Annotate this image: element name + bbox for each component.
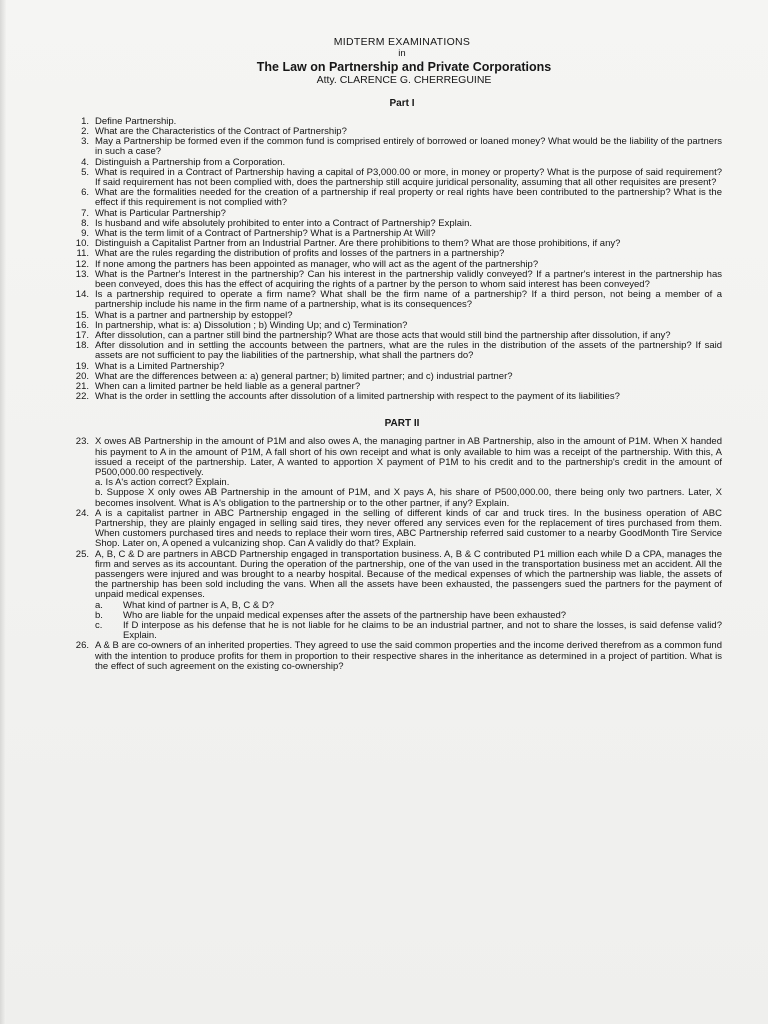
question-number: 3. [81, 136, 89, 148]
question-text: If none among the partners has been appointed as manager, who will act as the agent of the partnership? [95, 258, 539, 270]
question-text: Is husband and wife absolutely prohibited to enter into a Contract of Partnership? Explain. [95, 217, 473, 229]
question-number: 21. [75, 380, 89, 392]
question-26 [62, 641, 722, 672]
question-number: 10. [75, 238, 89, 250]
question-text: What is the order in settling the accounts after dissolution of a limited partnership with respect to the payment of its liabilities? [95, 391, 620, 403]
sub-label: c. [95, 620, 103, 632]
course-title: The Law on Partnership and Private Corporations [256, 59, 552, 74]
question-24 [62, 509, 722, 550]
question-number: 23. [75, 436, 89, 448]
question-number: 6. [81, 187, 89, 199]
exam-title: MIDTERM EXAMINATIONS [333, 36, 471, 48]
sub-text: If D interpose as his defense that he is not liable for he claims to be an industrial partner, and not to share the losses, is said defense valid? Explain. [123, 620, 722, 642]
part1-question-list [62, 117, 722, 403]
question-number: 5. [81, 166, 89, 178]
instructor-name: Atty. CLARENCE G. CHERREGUINE [316, 74, 492, 87]
question-14 [62, 290, 722, 310]
question-25 [62, 550, 722, 642]
question-text: May a Partnership be formed even if the common fund is comprised entirely of borrowed or loaned money? What would be the liability of the partners in such a case? [95, 136, 722, 158]
question-text: A, B, C & D are partners in ABCD Partnership engaged in transportation business. A, B & C contributed P1 million each while D a CPA, manages the firm and serves as its accountant. During the operation of the partnership, one of the van used in the transportation business met an accident. All the passengers were injured and was brought to a nearby hospital. Because of the medical expenses of which the partnership was liable, the assets of the partnership has been sold including the vans. When all the assets have been exhausted, the passengers sued the partners for the payment of unpaid medical expenses. [95, 548, 722, 601]
question-3 [62, 137, 722, 157]
sub-text: Who are liable for the unpaid medical expenses after the assets of the partnership have been exhausted? [123, 609, 567, 621]
question-text: After dissolution and in settling the accounts between the partners, what are the rules in the distribution of the assets of the partnership? If said assets are not sufficient to pay the liabilities of the partnership, what shall the partners do? [95, 340, 722, 362]
sub-question-b: b. Suppose X only owes AB Partnership in the amount of P1M, and X pays A, his share of P500,000.00, there being only two partners. Later, X becomes insolvent. What is A's obligation to the partnership or to the other partner, if any? Explain. [95, 487, 722, 509]
sub-text: What kind of partner is A, B, C & D? [123, 599, 275, 611]
question-number: 13. [75, 268, 89, 280]
question-text: What are the differences between a: a) general partner; b) limited partner; and c) industrial partner? [95, 370, 513, 382]
sub-label: a. [95, 599, 103, 611]
question-text: What is the Partner's Interest in the partnership? Can his interest in the partnership validly conveyed? If a partner's interest in the partnership has been conveyed, does this has the effect of acquiring the rights of a partner by the person to whom said interest has been conveyed? [95, 268, 722, 290]
question-text: When can a limited partner be held liable as a general partner? [95, 380, 361, 392]
question-text: In partnership, what is: a) Dissolution ; b) Winding Up; and c) Termination? [95, 319, 408, 331]
question-text: What is Particular Partnership? [95, 207, 226, 219]
sub-question-c [95, 621, 722, 641]
part2-question-list [62, 437, 722, 672]
question-text: Define Partnership. [95, 115, 177, 127]
question-number: 8. [81, 217, 89, 229]
exam-in-word: in [398, 48, 406, 60]
question-number: 7. [81, 207, 89, 219]
question-number: 20. [75, 370, 89, 382]
question-18 [62, 341, 722, 361]
question-text: A & B are co-owners of an inherited properties. They agreed to use the said common properties and the income derived therefrom as a common fund with the intention to produce profits for them in proportion to their respective shares in the inheritance as determined in a project of partition. What is the effect of such agreement on the existing co-ownership? [95, 640, 722, 672]
part1-heading: Part I [389, 97, 415, 109]
question-text: What are the Characteristics of the Contract of Partnership? [95, 125, 347, 137]
question-text: What is the term limit of a Contract of Partnership? What is a Partnership At Will? [95, 227, 436, 239]
question-6 [62, 188, 722, 208]
question-number: 19. [75, 360, 89, 372]
question-text: What are the rules regarding the distribution of profits and losses of the partners in a partnership? [95, 248, 505, 260]
question-number: 17. [75, 329, 89, 341]
question-number: 9. [81, 227, 89, 239]
question-number: 1. [81, 115, 89, 127]
part2-heading: PART II [384, 418, 420, 430]
question-number: 24. [75, 507, 89, 519]
sub-question-a: a. Is A's action correct? Explain. [95, 477, 230, 489]
question-text: X owes AB Partnership in the amount of P1M and also owes A, the managing partner in AB Partnership, also in the amount of P1M. When X handed his payment to A in the amount of P1M, A fall short of his own receipt and what is only available to him was a receipt of the partnership. With this, A issued a receipt of the partnership. Later, A wanted to apportion X payment of P1M to his credit and to the partnership's credit in the amount of P500,000.00 respectively. [95, 436, 722, 478]
question-number: 16. [75, 319, 89, 331]
question-text: After dissolution, can a partner still bind the partnership? What are those acts that would still bind the partnership after dissolution, if any? [95, 329, 671, 341]
question-number: 22. [75, 391, 89, 403]
question-number: 15. [75, 309, 89, 321]
question-number: 4. [81, 156, 89, 168]
question-text: What is a partner and partnership by estoppel? [95, 309, 293, 321]
question-text: What is required in a Contract of Partnership having a capital of P3,000.00 or more, in money or property? What is the purpose of said requirement? If said requirement has not been complied with, does the partnership still acquire juridical personality, assuming that all other requisites are present? [95, 166, 722, 188]
question-text: What are the formalities needed for the creation of a partnership if real property or real rights have been contributed to the partnership? What is the effect if this requirement is not complied with? [95, 187, 722, 209]
question-text: A is a capitalist partner in ABC Partnership engaged in the selling of different kinds of car and truck tires. In the business operation of ABC Partnership, they are plainly engaged in selling said tires, they never offered any services even for the replacement of tires purchased from them. When customers purchased tires and needs to replace their worn tires, ABC Partnership referred said customer to a nearby GoodMonth Tire Service Shop. Later on, A opened a vulcanizing shop. Can A validly do that? Explain. [95, 507, 722, 550]
question-number: 12. [75, 258, 89, 270]
question-text: Is a partnership required to operate a firm name? What shall be the firm name of a partnership? If a third person, not being a member of a partnership include his name in the firm name of a partnership, what is its consequences? [95, 289, 722, 311]
question-13 [62, 270, 722, 290]
exam-header [62, 36, 722, 87]
sub-label: b. [95, 609, 103, 621]
question-number: 26. [75, 640, 89, 652]
question-number: 18. [75, 340, 89, 352]
question-22 [62, 392, 722, 402]
question-text: What is a Limited Partnership? [95, 360, 225, 372]
question-23 [62, 437, 722, 508]
question-5 [62, 168, 722, 188]
question-number: 25. [75, 548, 89, 560]
question-number: 11. [76, 248, 89, 260]
question-text: Distinguish a Capitalist Partner from an Industrial Partner. Are there prohibitions to them? What are those prohibitions, if any? [95, 238, 621, 250]
scan-edge-shadow [0, 0, 6, 1024]
question-number: 2. [81, 125, 89, 137]
question-text: Distinguish a Partnership from a Corporation. [95, 156, 286, 168]
question-number: 14. [75, 289, 89, 301]
